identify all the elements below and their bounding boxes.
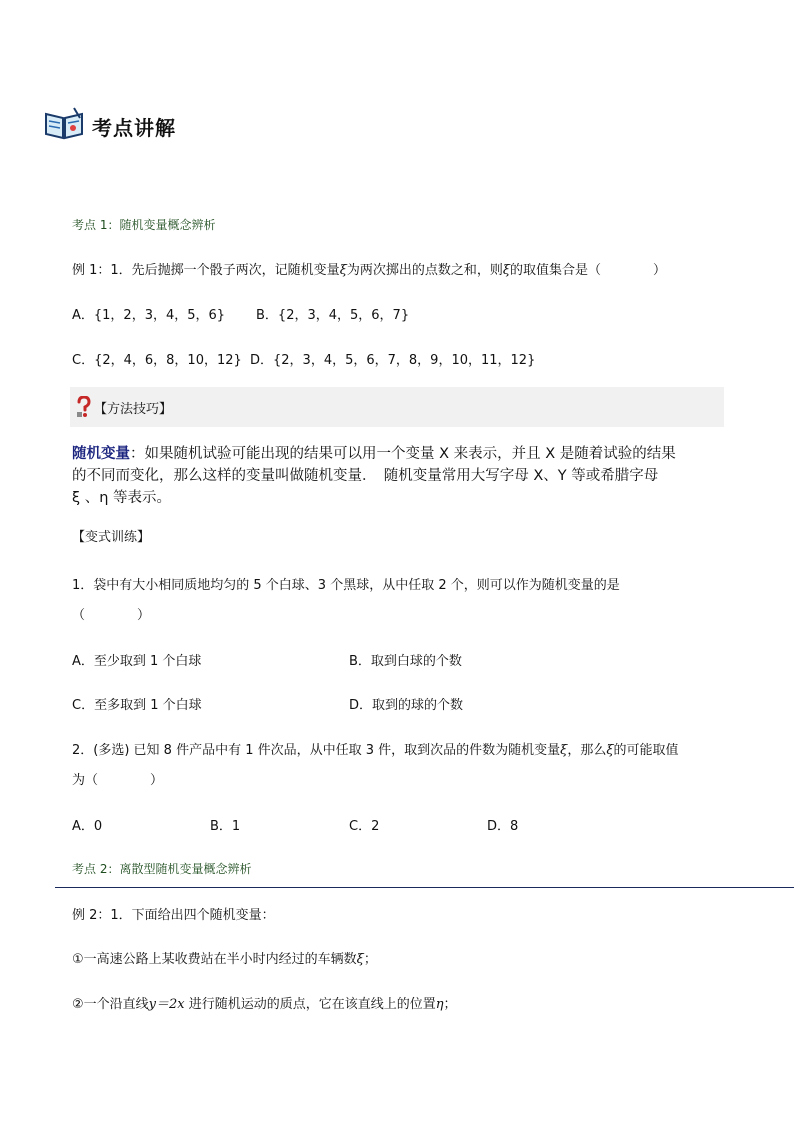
ex2-item-2-text-a: ②一个沿直线 — [72, 997, 149, 1012]
ex2-item-1-text: ①一高速公路上某收费站在半小时内经过的车辆数 — [72, 952, 357, 967]
training-q1-stem: 1．袋中有大小相同质地均匀的 5 个白球、3 个黑球，从中任取 2 个，则可以作为随机变量的是 — [72, 578, 620, 593]
training-q2-line-2: 为（ ） — [72, 773, 164, 788]
ex1-stem-c: 的取值集合是（ ） — [510, 263, 667, 278]
q2-var-1: ξ — [560, 743, 568, 758]
example-1-stem — [72, 259, 666, 278]
section-divider — [55, 887, 794, 888]
ex1-var-2: ξ — [502, 263, 511, 278]
ex1-stem-b: 为两次掷出的点数之和，则 — [346, 263, 503, 278]
tip-line-2: 的不同而变化，那么这样的变量叫做随机变量． 随机变量常用大写字母 X、Y 等或希腊字母 — [72, 468, 659, 484]
q1-option-d: D．取到的球的个数 — [349, 698, 464, 713]
q1-option-b: B．取到白球的个数 — [349, 654, 462, 669]
tip-line-3: ξ 、η 等表示。 — [72, 490, 171, 506]
q2-stem-c: 的可能取值 — [613, 743, 679, 758]
ex2-item-1 — [72, 948, 377, 967]
kaodian-1-label: 考点 1：随机变量概念辨析 — [72, 218, 216, 232]
training-q1-paren: （ ） — [72, 608, 151, 623]
ex2-item-1-end: ； — [363, 952, 377, 967]
ex2-item-1-var: ξ — [356, 952, 364, 967]
ex1-option-d: D．{2，3，4，5，6，7，8，9，10，11，12} — [250, 353, 536, 368]
q1-option-c: C．至多取到 1 个白球 — [72, 698, 202, 713]
q2-stem-a: 2．(多选) 已知 8 件产品中有 1 件次品，从中任取 3 件，取到次品的件数为随机变量 — [72, 743, 561, 758]
q2-var-2: ξ — [606, 743, 614, 758]
q2-stem-b: ，那么 — [567, 743, 607, 758]
ex2-item-2-end: ； — [443, 997, 457, 1012]
kaodian-2-label: 考点 2：离散型随机变量概念辨析 — [72, 862, 252, 876]
tip-term: 随机变量 — [72, 446, 130, 462]
ex1-var-1: ξ — [339, 263, 347, 278]
q2-option-c: C．2 — [349, 819, 380, 834]
question-mark-icon — [76, 396, 92, 418]
q2-option-a: A．0 — [72, 819, 103, 834]
q1-option-a: A．至少取到 1 个白球 — [72, 654, 202, 669]
method-tip-label: 【方法技巧】 — [94, 402, 173, 417]
ex1-option-b: B．{2，3，4，5，6，7} — [256, 308, 410, 323]
page-title: 考点讲解 — [92, 116, 176, 140]
method-tip-paragraph — [72, 443, 724, 509]
ex1-stem-a: 例 1：1．先后抛掷一个骰子两次，记随机变量 — [72, 263, 340, 278]
example-2-stem: 例 2：1．下面给出四个随机变量： — [72, 908, 275, 923]
q2-option-b: B．1 — [210, 819, 241, 834]
q2-option-d: D．8 — [487, 819, 519, 834]
training-label: 【变式训练】 — [72, 530, 151, 545]
ex2-item-2-text-b: 进行随机运动的质点，它在该直线上的位置 — [184, 997, 436, 1012]
ex2-item-2-equation: y＝2x — [148, 997, 185, 1012]
ex1-option-c: C．{2，4，6，8，10，12} — [72, 353, 242, 368]
ex2-item-2-var: η — [435, 997, 444, 1012]
tip-line-1: ：如果随机试验可能出现的结果可以用一个变量 X 来表示，并且 X 是随着试验的结果 — [130, 446, 676, 462]
ex2-item-2 — [72, 993, 457, 1012]
header-book-icon — [44, 106, 84, 140]
training-q2-stem — [72, 739, 679, 758]
ex1-option-a: A．{1，2，3，4，5，6} — [72, 308, 226, 323]
